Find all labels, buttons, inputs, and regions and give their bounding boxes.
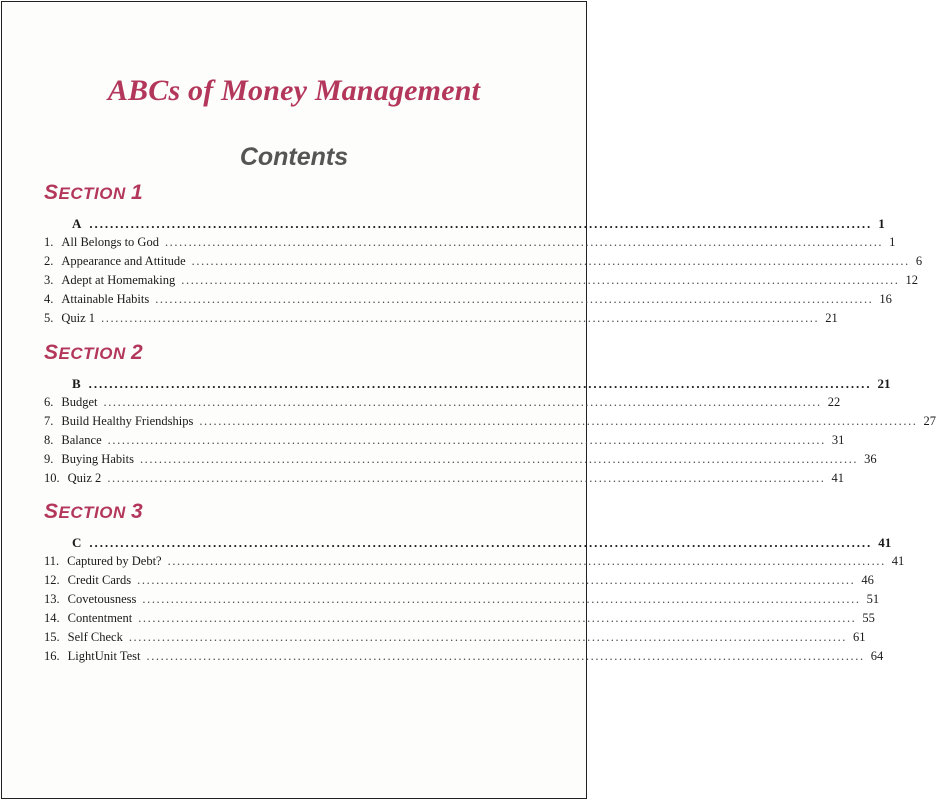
lesson-number: 10.	[44, 471, 60, 485]
page-number: 22	[827, 395, 841, 409]
lesson-title: Balance	[61, 433, 102, 447]
leader-dots: ........................................................................................................................................................	[89, 535, 873, 550]
lesson-title: Self Check	[67, 630, 123, 644]
leader-dots: ........................................................................................................................................................	[138, 611, 857, 625]
toc-letter-row[interactable]	[44, 376, 891, 395]
leader-dots: ........................................................................................................................................................	[101, 311, 820, 325]
lesson-title: Appearance and Attitude	[61, 254, 186, 268]
lesson-number: 6.	[44, 395, 54, 409]
page-number: 64	[870, 649, 884, 663]
toc-entry[interactable]	[44, 254, 923, 273]
toc-entry[interactable]	[44, 471, 845, 490]
leader-dots: ........................................................................................................................................................	[191, 254, 910, 268]
leader-dots: ........................................................................................................................................................	[107, 433, 826, 447]
toc-entry[interactable]	[44, 273, 918, 292]
leader-dots: ........................................................................................................................................................	[164, 235, 884, 249]
page-number: 6	[915, 254, 923, 268]
toc-entry[interactable]	[44, 452, 877, 471]
toc-entry[interactable]	[44, 649, 884, 668]
leader-dots: ........................................................................................................................................................	[103, 395, 822, 409]
lesson-number: 11.	[44, 554, 60, 568]
lesson-number: 9.	[44, 452, 54, 466]
page-number: 46	[861, 573, 874, 587]
leader-dots: ........................................................................................................................................................	[181, 273, 900, 287]
toc-entry[interactable]	[44, 235, 896, 254]
contents-heading: Contents	[239, 143, 349, 171]
page-number: 41	[891, 554, 905, 568]
toc-letter-row[interactable]	[44, 535, 892, 554]
lesson-number: 8.	[44, 433, 54, 447]
leader-dots: ........................................................................................................................................................	[199, 414, 918, 428]
section-2	[44, 341, 936, 490]
toc-entry[interactable]	[44, 292, 892, 311]
lesson-number: 7.	[44, 414, 54, 428]
lesson-number: 16.	[44, 649, 60, 663]
page-number: 61	[853, 630, 866, 644]
page-number: 55	[862, 611, 875, 625]
lesson-title: Attainable Habits	[61, 292, 150, 306]
leader-dots: ........................................................................................................................................................	[128, 630, 848, 644]
page-number: 21	[825, 311, 838, 325]
book-title: ABCs of Money Management	[107, 74, 481, 107]
leader-dots: ........................................................................................................................................................	[88, 376, 872, 391]
leader-dots: ........................................................................................................................................................	[89, 216, 873, 231]
lesson-title: All Belongs to God	[61, 235, 159, 249]
leader-dots: ........................................................................................................................................................	[155, 292, 874, 306]
toc-entry[interactable]	[44, 611, 875, 630]
leader-dots: ........................................................................................................................................................	[139, 452, 859, 466]
lesson-number: 1.	[44, 235, 54, 249]
toc-entry[interactable]	[44, 311, 838, 330]
lesson-number: 15.	[44, 630, 60, 644]
section-1	[44, 181, 923, 330]
page-number: 51	[866, 592, 880, 606]
leader-dots: ........................................................................................................................................................	[146, 649, 865, 663]
lesson-number: 13.	[44, 592, 60, 606]
lesson-title: LightUnit Test	[67, 649, 141, 663]
letter-label: B	[72, 376, 81, 391]
lesson-title: Quiz 2	[67, 471, 102, 485]
page-number: 31	[831, 433, 845, 447]
lesson-title: Credit Cards	[67, 573, 132, 587]
section-heading: SECTION 2	[44, 341, 144, 364]
lesson-title: Build Healthy Friendships	[61, 414, 194, 428]
section-3	[44, 500, 905, 668]
section-heading: SECTION 1	[44, 181, 144, 204]
lesson-title: Adept at Homemaking	[61, 273, 176, 287]
leader-dots: ........................................................................................................................................................	[107, 471, 826, 485]
lesson-title: Contentment	[67, 611, 133, 625]
toc-entry[interactable]	[44, 433, 845, 452]
leader-dots: ........................................................................................................................................................	[142, 592, 861, 606]
toc-entry[interactable]	[44, 630, 866, 649]
toc-entry[interactable]	[44, 573, 874, 592]
page-number: 36	[864, 452, 877, 466]
lesson-number: 2.	[44, 254, 54, 268]
section-heading: SECTION 3	[44, 500, 144, 523]
lesson-title: Budget	[61, 395, 98, 409]
letter-label: A	[72, 216, 82, 231]
lesson-number: 4.	[44, 292, 54, 306]
toc-letter-row[interactable]	[44, 216, 885, 235]
page-number: 21	[877, 376, 891, 391]
lesson-title: Buying Habits	[61, 452, 134, 466]
lesson-title: Captured by Debt?	[67, 554, 162, 568]
page-number: 16	[879, 292, 892, 306]
page-number: 1	[889, 235, 896, 249]
leader-dots: ........................................................................................................................................................	[137, 573, 856, 587]
leader-dots: ........................................................................................................................................................	[167, 554, 886, 568]
page-number: 27	[923, 414, 936, 428]
lesson-number: 14.	[44, 611, 60, 625]
lesson-number: 5.	[44, 311, 54, 325]
page-number: 12	[905, 273, 918, 287]
page-number: 41	[831, 471, 845, 485]
toc-entry[interactable]	[44, 554, 905, 573]
lesson-number: 12.	[44, 573, 60, 587]
letter-label: C	[72, 535, 82, 550]
toc-entry[interactable]	[44, 414, 936, 433]
toc-entry[interactable]	[44, 592, 880, 611]
lesson-number: 3.	[44, 273, 54, 287]
page-number: 41	[878, 535, 892, 550]
toc-entry[interactable]	[44, 395, 841, 414]
lesson-title: Covetousness	[67, 592, 137, 606]
lesson-title: Quiz 1	[61, 311, 96, 325]
page-number: 1	[878, 216, 885, 231]
